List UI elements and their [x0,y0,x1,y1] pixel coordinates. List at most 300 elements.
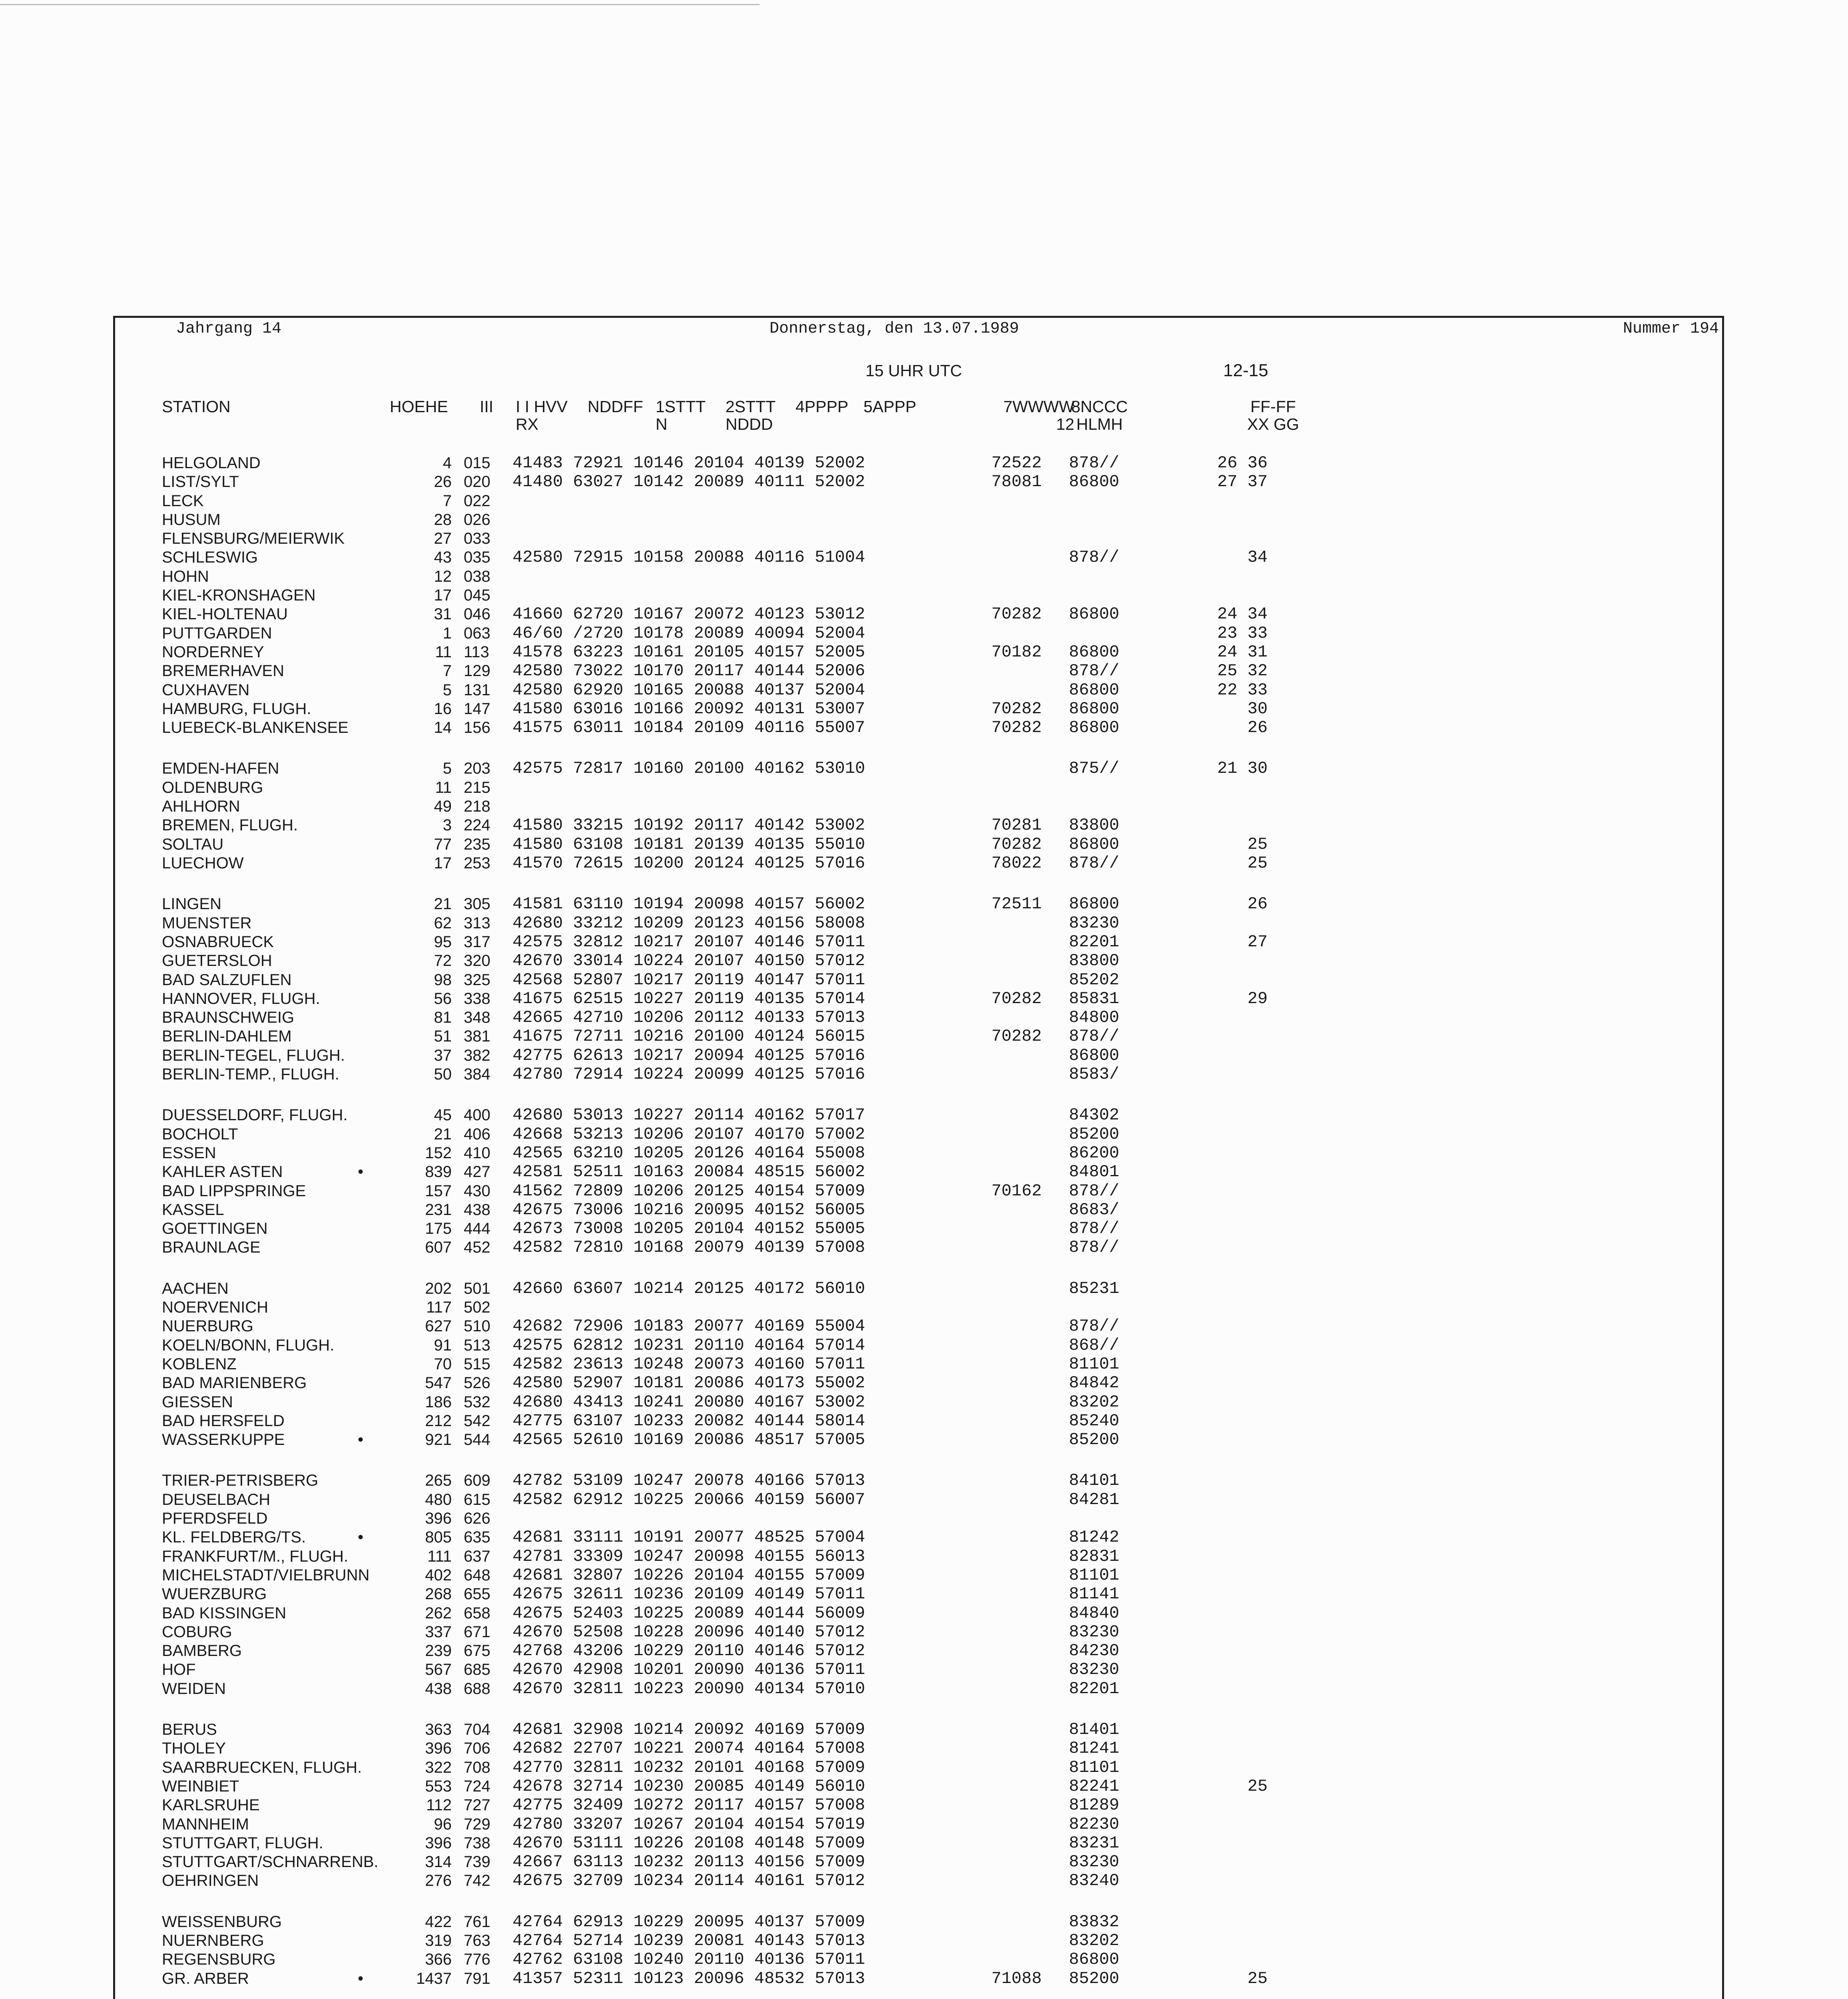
station-id: 532 [464,1393,490,1411]
station-name: BERLIN-TEGEL, FLUGH. [162,1047,345,1064]
station-id: 776 [464,1951,490,1968]
station-height: 276 [425,1872,452,1889]
synop-groups: 42675 73006 10216 20095 40152 56005 [512,1200,865,1219]
station-id: 742 [464,1872,490,1889]
station-name: NOERVENICH [162,1299,268,1316]
synop-groups: 42682 22707 10221 20074 40164 57008 [512,1739,865,1758]
station-height: 37 [434,1047,452,1064]
station-name: KIEL-HOLTENAU [162,605,288,623]
table-row [0,1660,1848,1679]
station-name: GOETTINGEN [162,1220,268,1237]
cloud-group: 85240 [1069,1411,1119,1430]
station-name: BERUS [162,1721,217,1738]
station-height: 157 [425,1182,452,1200]
table-row [0,1144,1848,1162]
station-height: 1437 [416,1970,452,1987]
station-height: 319 [425,1932,452,1949]
station-height: 81 [434,1009,452,1026]
cloud-group: 83230 [1069,1660,1119,1679]
station-id: 542 [464,1412,490,1430]
table-row [0,1815,1848,1833]
synop-groups: 42582 72810 10168 20079 40139 57008 [512,1238,865,1257]
station-height: 396 [425,1510,452,1527]
col-1sttt: 1STTT N [656,397,706,433]
station-id: 704 [464,1721,490,1738]
station-height: 17 [434,587,452,604]
table-row [0,1471,1848,1490]
weather-group: 71088 [991,1969,1042,1988]
station-height: 21 [434,895,452,913]
station-height: 62 [434,914,452,932]
cloud-group: 878// [1069,1181,1119,1201]
time-label: 15 UHR UTC [865,361,962,380]
cloud-group: 83202 [1069,1931,1119,1950]
table-row [0,1125,1848,1143]
synop-groups: 42680 53013 10227 20114 40162 57017 [512,1105,865,1125]
station-name: FLENSBURG/MEIERWIK [162,530,345,547]
cloud-group: 85831 [1069,989,1119,1008]
station-id: 147 [464,700,490,718]
station-id: 675 [464,1642,490,1660]
station-height: 77 [434,836,452,853]
synop-groups: 42780 72914 10224 20099 40125 57016 [512,1065,865,1084]
station-height: 268 [425,1585,452,1603]
col-ffff: FF-FF XX GG [1247,397,1299,433]
synop-groups: 41580 33215 10192 20117 40142 53002 [512,816,865,835]
synop-groups: 42775 32409 10272 20117 40157 57008 [512,1796,865,1815]
table-row [0,835,1848,854]
table-row [0,605,1848,623]
cloud-group: 84302 [1069,1105,1119,1125]
synop-groups: 42565 52610 10169 20086 48517 57005 [512,1430,865,1449]
synop-groups: 42764 62913 10229 20095 40137 57009 [512,1912,865,1931]
table-row [0,895,1848,913]
station-height: 265 [425,1472,452,1489]
cloud-group: 878// [1069,1219,1119,1238]
table-row [0,1528,1848,1546]
synop-groups: 42680 43413 10241 20080 40167 53002 [512,1393,865,1412]
synop-groups: 42580 62920 10165 20088 40137 52004 [512,680,865,700]
station-name: WASSERKUPPE [162,1431,285,1448]
station-id: 218 [464,798,490,815]
table-row [0,1642,1848,1660]
station-height: 7 [443,492,452,510]
station-height: 17 [434,854,452,872]
synop-groups: 42675 32709 10234 20114 40161 57012 [512,1871,865,1890]
synop-groups: 46/60 /2720 10178 20089 40094 52004 [512,624,865,643]
cloud-group: 86800 [1069,835,1119,854]
weather-group: 70282 [991,718,1042,737]
gust-values: 25 32 [1217,661,1268,680]
station-id: 384 [464,1065,490,1083]
synop-groups: 42681 32908 10214 20092 40169 57009 [512,1720,865,1739]
table-row [0,1623,1848,1641]
cloud-group: 86800 [1069,718,1119,737]
station-name: PFERDSFELD [162,1510,268,1527]
station-name: MICHELSTADT/VIELBRUNN [162,1566,370,1584]
station-id: 738 [464,1834,490,1852]
station-name: BOCHOLT [162,1125,238,1143]
synop-groups: 42580 73022 10170 20117 40144 52006 [512,661,865,680]
weather-group: 72511 [991,894,1042,914]
station-name: BAD SALZUFLEN [162,971,292,989]
station-name: LIST/SYLT [162,473,239,491]
synop-groups: 41578 63223 10161 20105 40157 52005 [512,642,865,662]
station-id: 033 [464,530,490,547]
station-name: FRANKFURT/M., FLUGH. [162,1548,348,1565]
station-height: 314 [425,1853,452,1871]
synop-groups: 42782 53109 10247 20078 40166 57013 [512,1471,865,1490]
cloud-group: 84801 [1069,1162,1119,1181]
station-name: AHLHORN [162,798,240,815]
gust-values: 29 [1217,989,1268,1008]
station-id: 410 [464,1144,490,1162]
station-name: TRIER-PETRISBERG [162,1472,319,1489]
station-id: 224 [464,816,490,834]
report-date: Donnerstag, den 13.07.1989 [770,320,1019,338]
station-id: 609 [464,1472,490,1489]
gust-values: 22 33 [1217,680,1268,700]
station-name: HANNOVER, FLUGH. [162,990,320,1007]
station-id: 615 [464,1491,490,1508]
station-id: 317 [464,933,490,951]
col-iii: III [480,397,494,416]
table-row [0,759,1848,778]
station-name: GR. ARBER [162,1970,249,1987]
gust-values: 26 [1217,718,1268,737]
station-id: 706 [464,1740,490,1757]
station-height: 95 [434,933,452,951]
cloud-group: 81101 [1069,1758,1119,1777]
weather-group: 72522 [991,453,1042,473]
station-height: 50 [434,1065,452,1083]
station-height: 21 [434,1125,452,1143]
station-height: 11 [435,779,452,796]
table-row [0,1201,1848,1219]
col-2sttt: 2STTT NDDD [726,397,776,433]
cloud-group: 82241 [1069,1777,1119,1796]
station-id: 724 [464,1778,490,1795]
cloud-group: 878// [1069,1027,1119,1046]
range-label: 12-15 [1223,361,1268,380]
synop-groups: 42780 33207 10267 20104 40154 57019 [512,1815,865,1834]
cloud-group: 81101 [1069,1355,1119,1374]
station-name: GUETERSLOH [162,952,272,970]
synop-groups: 41483 72921 10146 20104 40139 52002 [512,453,865,473]
cloud-group: 81101 [1069,1566,1119,1585]
station-height: 363 [425,1721,452,1738]
station-height: 98 [434,971,452,989]
table-row [0,1490,1848,1509]
cloud-group: 86800 [1069,699,1119,718]
station-height: 16 [434,700,452,718]
cloud-group: 86800 [1069,642,1119,662]
cloud-group: 85202 [1069,970,1119,990]
station-id: 325 [464,971,490,989]
station-height: 553 [425,1778,452,1795]
table-row [0,1008,1848,1027]
station-height: 212 [425,1412,452,1430]
col-station: STATION [162,397,231,416]
station-name: SCHLESWIG [162,549,258,566]
station-id: 045 [464,587,490,604]
station-height: 396 [425,1740,452,1757]
cloud-group: 82201 [1069,1679,1119,1698]
table-row [0,1777,1848,1796]
synop-groups: 41562 72809 10206 20125 40154 57009 [512,1181,865,1201]
station-height: 202 [425,1280,452,1297]
station-id: 502 [464,1299,490,1316]
cloud-group: 878// [1069,1238,1119,1257]
table-row [0,797,1848,816]
cloud-group: 83230 [1069,1622,1119,1642]
synop-groups: 42775 62613 10217 20094 40125 57016 [512,1046,865,1065]
station-name: WEIDEN [162,1680,226,1698]
table-row [0,1430,1848,1449]
table-row [0,548,1848,567]
synop-groups: 42670 33014 10224 20107 40150 57012 [512,951,865,970]
station-id: 637 [464,1548,490,1565]
station-height: 839 [425,1163,452,1181]
station-id: 129 [464,662,490,680]
station-id: 688 [464,1680,490,1698]
synop-groups: 42670 42908 10201 20090 40136 57011 [512,1660,865,1679]
station-height: 70 [434,1355,452,1373]
table-row [0,662,1848,680]
station-height: 366 [425,1951,452,1968]
station-height: 43 [434,549,452,566]
station-name: KAHLER ASTEN [162,1163,283,1181]
station-name: NORDERNEY [162,643,264,661]
table-row [0,990,1848,1008]
table-row [0,1336,1848,1355]
table-row [0,1796,1848,1814]
cloud-group: 84101 [1069,1471,1119,1490]
weather-group: 70182 [991,642,1042,662]
gust-values: 27 37 [1217,472,1268,491]
station-height: 5 [443,681,452,699]
station-id: 635 [464,1528,490,1546]
gust-values: 26 [1217,894,1268,914]
table-row [0,1027,1848,1045]
weather-group: 70162 [991,1181,1042,1201]
station-id: 438 [464,1201,490,1219]
station-name: WEINBIET [162,1778,239,1795]
station-name: DUESSELDORF, FLUGH. [162,1106,348,1124]
synop-groups: 42675 52403 10225 20089 40144 56009 [512,1604,865,1623]
synop-groups: 42673 73008 10205 20104 40152 55005 [512,1219,865,1238]
table-row [0,586,1848,604]
cloud-group: 878// [1069,661,1119,680]
station-name: BERLIN-TEMP., FLUGH. [162,1065,339,1083]
table-row [0,778,1848,797]
synop-groups: 42681 32807 10226 20104 40155 57009 [512,1566,865,1585]
station-height: 51 [434,1027,452,1045]
cloud-group: 86800 [1069,894,1119,914]
station-height: 805 [425,1528,452,1546]
station-height: 4 [443,454,452,472]
station-height: 26 [434,473,452,491]
table-row [0,1355,1848,1373]
table-row [0,1412,1848,1430]
station-name: OEHRINGEN [162,1872,259,1889]
station-height: 1 [443,624,452,642]
weather-group: 70282 [991,604,1042,624]
synop-groups: 42582 23613 10248 20073 40160 57011 [512,1355,865,1374]
station-height: 567 [425,1661,452,1678]
station-id: 338 [464,990,490,1007]
station-name: LECK [162,492,204,510]
synop-groups: 41675 72711 10216 20100 40124 56015 [512,1027,865,1046]
station-id: 452 [464,1239,490,1256]
station-height: 322 [425,1759,452,1776]
synop-groups: 42770 32811 10232 20101 40168 57009 [512,1758,865,1777]
table-row [0,1834,1848,1852]
synop-groups: 41575 63011 10184 20109 40116 55007 [512,718,865,737]
synop-groups: 41580 63108 10181 20139 40135 55010 [512,835,865,854]
table-row [0,952,1848,970]
table-row [0,1046,1848,1065]
gust-values: 23 33 [1217,624,1268,643]
gust-values: 25 [1217,854,1268,873]
station-name: NUERBURG [162,1317,253,1335]
table-row [0,511,1848,529]
station-height: 627 [425,1317,452,1335]
col-4pppp: 4PPPP [795,397,849,416]
station-height: 91 [434,1337,452,1354]
table-row [0,1317,1848,1335]
station-id: 320 [464,952,490,970]
station-name: OSNABRUECK [162,933,274,951]
station-id: 038 [464,568,490,585]
synop-groups: 42681 33111 10191 20077 48525 57004 [512,1528,865,1547]
station-name: LUEBECK-BLANKENSEE [162,719,349,736]
table-row [0,473,1848,491]
station-id: 215 [464,779,490,796]
table-row [0,1547,1848,1566]
synop-groups: 42575 32812 10217 20107 40146 57011 [512,932,865,952]
cloud-group: 83800 [1069,951,1119,970]
station-id: 381 [464,1027,490,1045]
station-height: 11 [435,643,452,661]
station-name: BREMEN, FLUGH. [162,816,298,834]
station-height: 72 [434,952,452,970]
station-id: 305 [464,895,490,913]
station-id: 763 [464,1932,490,1949]
cloud-group: 86800 [1069,604,1119,624]
station-name: PUTTGARDEN [162,624,272,642]
table-row [0,1604,1848,1622]
gust-values: 24 34 [1217,604,1268,624]
weather-group: 78081 [991,472,1042,491]
weather-group: 78022 [991,854,1042,873]
station-height: 402 [425,1566,452,1584]
station-name: LINGEN [162,895,221,913]
table-row [0,1106,1848,1124]
station-height: 921 [425,1431,452,1448]
station-id: 156 [464,719,490,736]
station-name: HOHN [162,568,209,585]
station-name: STUTTGART, FLUGH. [162,1834,323,1852]
cloud-group: 81401 [1069,1720,1119,1739]
cloud-group: 84230 [1069,1641,1119,1660]
cloud-group: 83231 [1069,1833,1119,1853]
table-row [0,1758,1848,1777]
cloud-group: 878// [1069,453,1119,473]
mountain-station-marker: • [358,1163,364,1181]
station-id: 544 [464,1431,490,1448]
table-row [0,854,1848,872]
station-name: DEUSELBACH [162,1491,271,1508]
station-id: 015 [464,454,490,472]
cloud-group: 82831 [1069,1547,1119,1566]
station-id: 671 [464,1623,490,1641]
cloud-group: 868// [1069,1336,1119,1355]
station-id: 406 [464,1125,490,1143]
synop-groups: 42768 43206 10229 20110 40146 57012 [512,1641,865,1660]
synop-groups: 42668 53213 10206 20107 40170 57002 [512,1125,865,1144]
station-height: 152 [425,1144,452,1162]
table-row [0,1969,1848,1988]
table-row [0,1219,1848,1238]
station-name: BRAUNLAGE [162,1239,261,1256]
table-row [0,1950,1848,1969]
synop-groups: 42670 52508 10228 20096 40140 57012 [512,1622,865,1642]
cloud-group: 82201 [1069,932,1119,952]
station-name: BAD KISSINGEN [162,1604,287,1622]
cloud-group: 84281 [1069,1490,1119,1509]
synop-groups: 42581 52511 10163 20084 48515 56002 [512,1162,865,1181]
col-nddff: NDDFF [588,397,643,416]
station-name: BERLIN-DAHLEM [162,1027,292,1045]
station-id: 515 [464,1355,490,1373]
station-name: WEISSENBURG [162,1913,282,1931]
table-row [0,1509,1848,1528]
issue-number: Nummer 194 [1623,320,1719,338]
col-hoehe: HOEHE [390,397,448,416]
table-row [0,624,1848,642]
table-row [0,1739,1848,1758]
cloud-group: 83230 [1069,1852,1119,1871]
table-row [0,1393,1848,1411]
station-id: 761 [464,1913,490,1931]
synop-groups: 41660 62720 10167 20072 40123 53012 [512,604,865,624]
station-height: 49 [434,798,452,815]
station-id: 501 [464,1280,490,1297]
cloud-group: 83202 [1069,1393,1119,1412]
station-height: 96 [434,1815,452,1833]
station-name: HELGOLAND [162,454,261,472]
table-row [0,1853,1848,1871]
station-name: SAARBRUECKEN, FLUGH. [162,1759,362,1776]
station-height: 422 [425,1913,452,1931]
table-row [0,1298,1848,1317]
synop-groups: 42568 52807 10217 20119 40147 57011 [512,970,865,990]
gust-values: 25 [1217,1969,1268,1988]
station-id: 113 [464,643,489,661]
station-height: 27 [434,530,452,547]
station-name: WUERZBURG [162,1585,267,1603]
synop-groups: 42670 53111 10226 20108 40148 57009 [512,1833,865,1853]
station-id: 063 [464,624,490,642]
station-height: 117 [426,1299,452,1316]
cloud-group: 878// [1069,548,1119,567]
station-id: 430 [464,1182,490,1200]
cloud-group: 86800 [1069,1950,1119,1969]
top-rule [0,4,760,5]
station-name: OLDENBURG [162,779,263,796]
station-id: 235 [464,836,490,853]
